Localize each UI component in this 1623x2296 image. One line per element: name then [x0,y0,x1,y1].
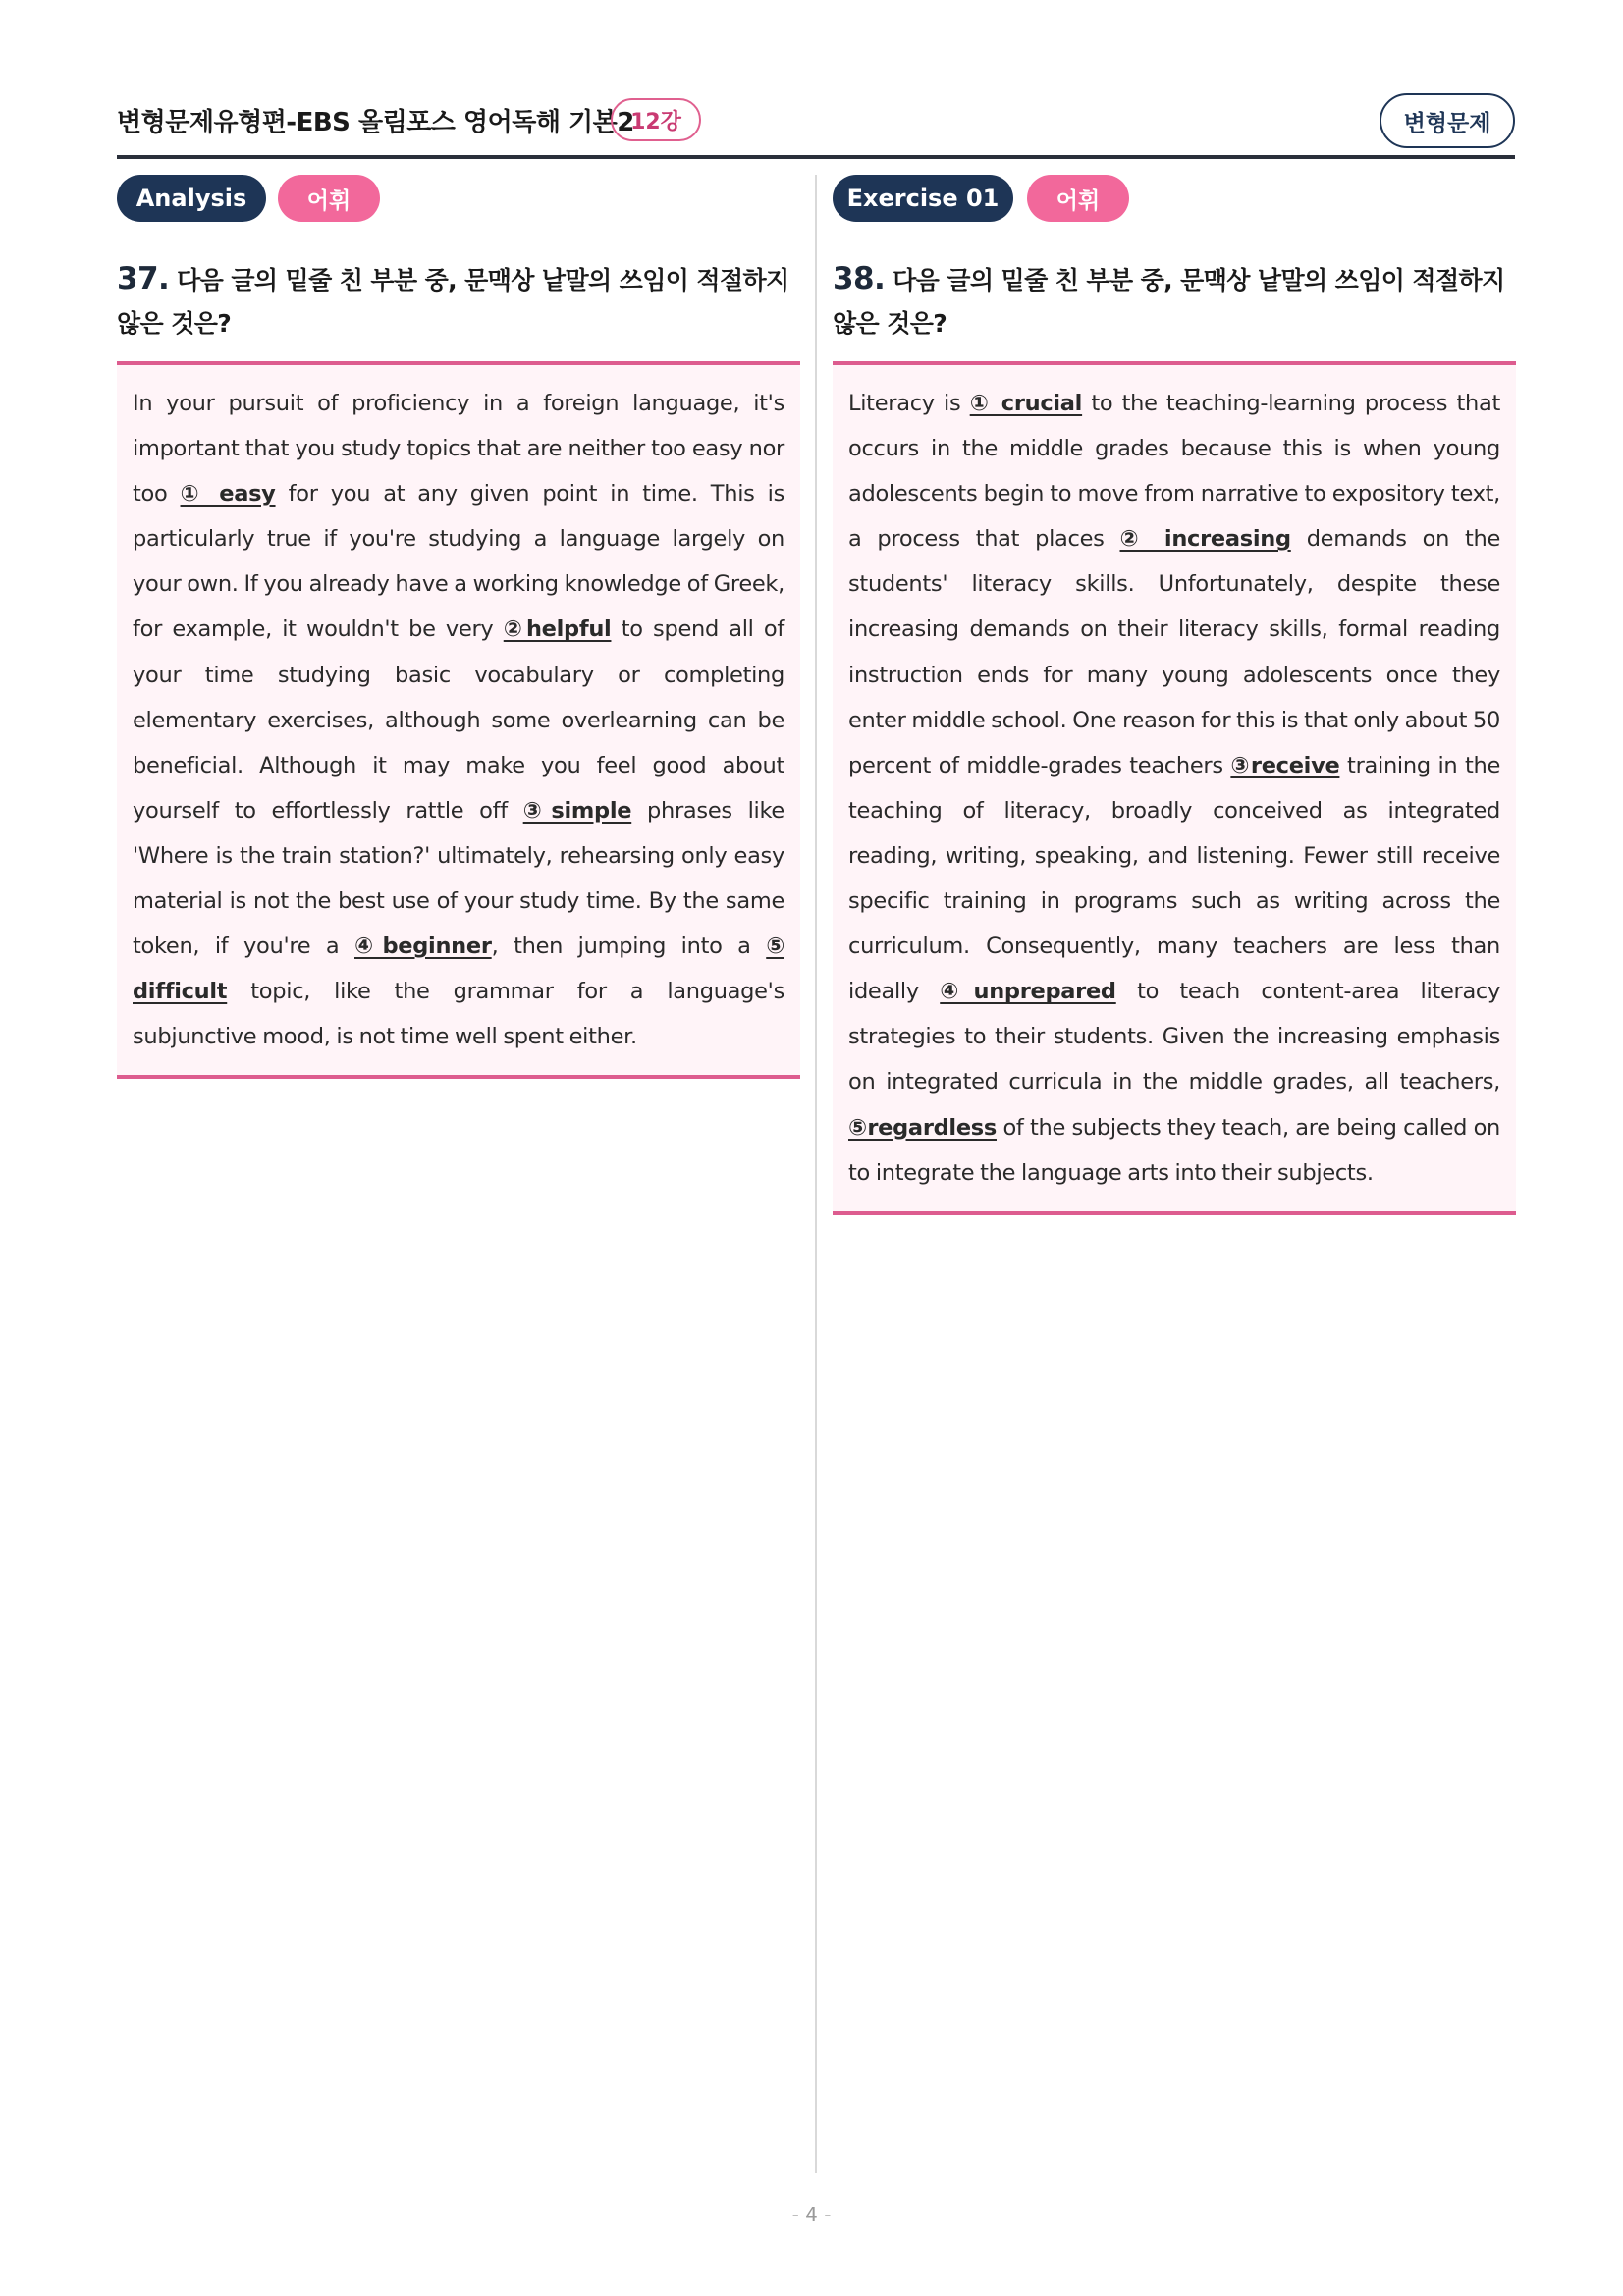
underlined-word-2: ②helpful [503,616,612,643]
left-tags [117,175,800,222]
question-number: 38. [833,261,886,296]
lesson-badge: 12강 [611,98,701,141]
question-text: 다음 글의 밑줄 친 부분 중, 문맥상 낱말의 쓰임이 적절하지 않은 것은? [117,266,789,338]
question-38 [833,257,1516,346]
underlined-word-2: ② increasing [1119,526,1291,553]
right-tags [833,175,1516,222]
type-badge: 변형문제 [1380,93,1515,148]
passage-box-37 [117,361,800,1079]
passage-text: phrases like 'Where is the train station?' ultimately, rehearsing only easy material is not the best use of your study time. By the same token, if you're a [133,797,784,960]
passage-text: training in the teaching of literacy, broadly conceived as integrated reading, writing, speaking, and listening. Fewer still receive specific training in programs such as writing across the curriculum. Consequently, many teachers are less than ideally [848,752,1501,1005]
underlined-word-3: ③receive [1230,752,1340,778]
passage-box-38 [833,361,1516,1215]
header-title: 변형문제유형편-EBS 올림포스 영어독해 기본2 [117,108,634,137]
passage-text: of the subjects they teach, are being called on to integrate the language arts into their subjects. [848,1114,1501,1186]
underlined-word-1: ① easy [180,481,276,507]
passage-38 [848,381,1500,1196]
question-text: 다음 글의 밑줄 친 부분 중, 문맥상 낱말의 쓰임이 적절하지 않은 것은? [833,266,1505,338]
underlined-word-3: ③simple [522,797,632,824]
passage-text: Literacy is [848,391,970,416]
underlined-word-4: ④beginner [354,934,492,960]
analysis-tag: Analysis [117,175,266,222]
underlined-word-4: ④unprepared [940,979,1116,1005]
passage-text: , then jumping into a [491,934,767,960]
passage-text: to the teaching-learning process that occurs in the middle grades because this is when young adolescents begin to move from narrative to expository text, a process that places [848,391,1500,553]
passage-text: to teach content-area literacy strategies to their students. Given the increasing emphasis on integrated curricula in the middle grades, all teachers, [848,979,1501,1095]
vocabulary-tag: 어휘 [278,175,380,222]
right-column [833,175,1516,1215]
passage-37 [133,381,784,1059]
passage-text: to spend all of your time studying basic vocabulary or completing elementary exercises, although some overlearning can be beneficial. Although it may make you feel good about yourself to effortlessly rattle off [133,616,784,824]
header-rule [117,155,1515,159]
passage-text: topic, like the grammar for a language's subjunctive mood, is not time well spent either. [133,979,784,1050]
vocabulary-tag: 어휘 [1027,175,1129,222]
underlined-word-5: ⑤ difficult [133,934,784,1005]
question-37 [117,257,800,346]
question-number: 37. [117,261,170,296]
passage-text: for you at any given point in time. This is particularly true if you're studying a language largely on your own. If you already have a working knowledge of Greek, for example, it wouldn't be very [133,481,785,643]
exercise-tag: Exercise 01 [833,175,1013,222]
column-divider [815,175,817,2173]
left-column [117,175,800,1079]
passage-text: demands on the students' literacy skills. Unfortunately, despite these increasing demands on their literacy skills, formal reading instruction ends for many young adolescents once they enter middle school. One reason for this is that only about 50 percent of middle-grades teachers [848,526,1500,778]
underlined-word-1: ① crucial [969,391,1083,416]
passage-text: In your pursuit of proficiency in a foreign language, it's important that you study topics that are neither too easy nor too [133,391,784,507]
page-number: - 4 - [791,2203,832,2226]
underlined-word-5: ⑤regardless [848,1114,997,1141]
